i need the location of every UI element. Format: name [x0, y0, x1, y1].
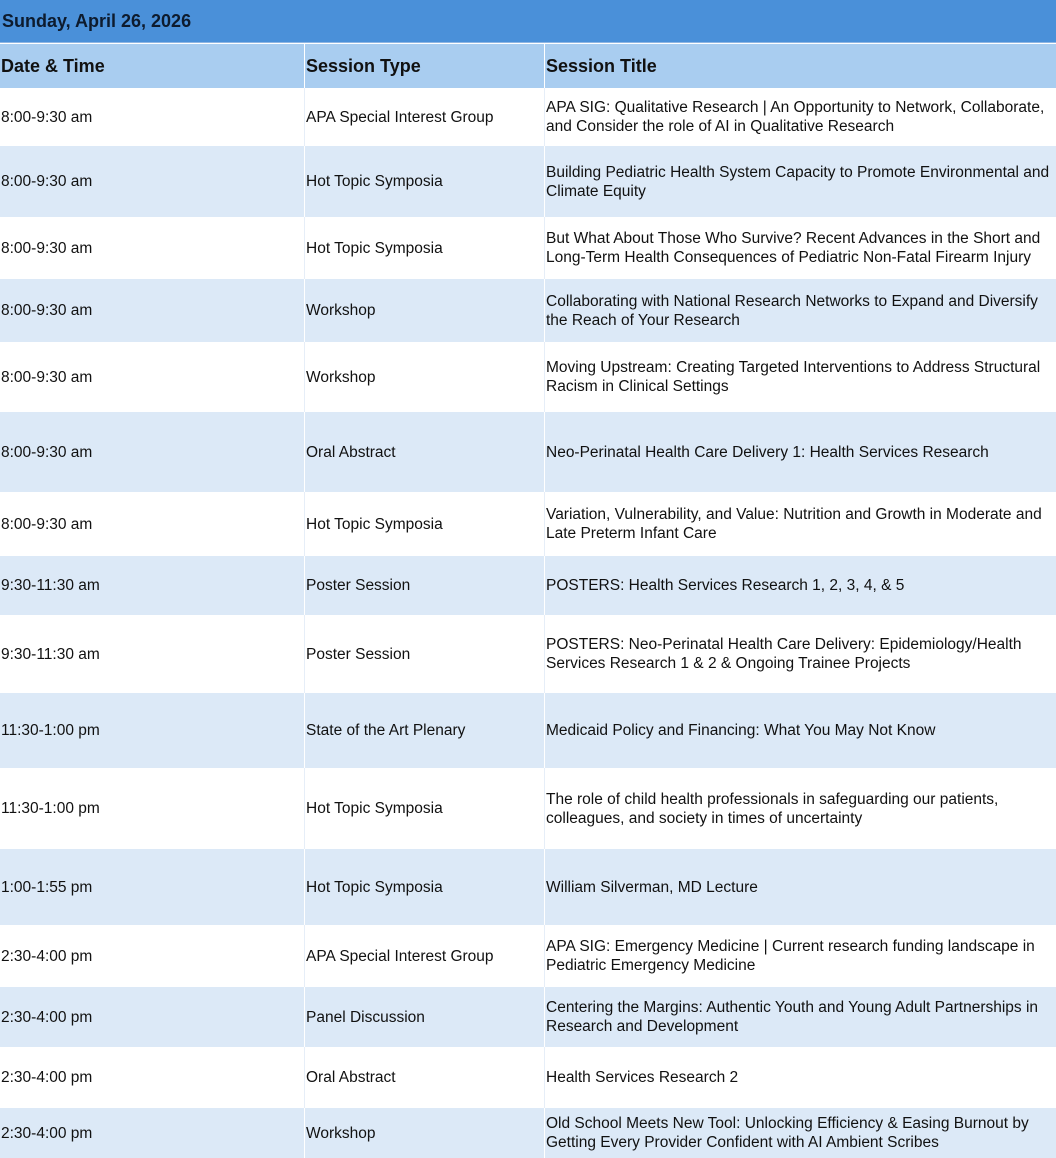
table-row: [0, 88, 1056, 146]
session-type-cell: Workshop: [304, 279, 544, 342]
session-type-cell: Hot Topic Symposia: [304, 768, 544, 849]
table-row: [0, 492, 1056, 556]
date-time-cell: 9:30-11:30 am: [1, 645, 100, 663]
table-row: [0, 615, 1056, 693]
session-type-cell: APA Special Interest Group: [304, 88, 544, 146]
table-row: [0, 217, 1056, 279]
table-row: [0, 768, 1056, 849]
day-title: Sunday, April 26, 2026: [0, 0, 1056, 43]
date-time-cell: 11:30-1:00 pm: [1, 722, 100, 739]
column-header-session-type: Session Type: [304, 44, 544, 88]
session-title-cell: William Silverman, MD Lecture: [544, 849, 1056, 925]
table-row: [0, 987, 1056, 1047]
column-header-date-time: Date & Time: [1, 55, 105, 76]
session-title-cell: The role of child health professionals in safeguarding our patients, colleagues, and society in times of uncertainty: [544, 768, 1056, 849]
table-row: [0, 1047, 1056, 1108]
date-time-cell: 8:00-9:30 am: [1, 368, 93, 386]
session-title-cell: Health Services Research 2: [544, 1047, 1056, 1108]
session-title-cell: Moving Upstream: Creating Targeted Interventions to Address Structural Racism in Clinical Settings: [544, 342, 1056, 412]
table-row: [0, 1108, 1056, 1158]
table-header: [0, 44, 1056, 88]
session-title-cell: POSTERS: Health Services Research 1, 2, 3, 4, & 5: [544, 556, 1056, 615]
table-row: [0, 556, 1056, 615]
session-title-cell: Collaborating with National Research Networks to Expand and Diversify the Reach of Your Research: [544, 279, 1056, 342]
date-time-cell: 8:00-9:30 am: [1, 443, 93, 461]
session-title-cell: But What About Those Who Survive? Recent Advances in the Short and Long-Term Health Consequences of Pediatric Non-Fatal Firearm Injury: [544, 217, 1056, 279]
table-row: [0, 279, 1056, 342]
session-title-cell: APA SIG: Emergency Medicine | Current research funding landscape in Pediatric Emergency Medicine: [544, 925, 1056, 987]
session-type-cell: Hot Topic Symposia: [304, 217, 544, 279]
table-row: [0, 146, 1056, 217]
session-title-cell: POSTERS: Neo-Perinatal Health Care Delivery: Epidemiology/Health Services Research 1 & 2 & Ongoing Trainee Projects: [544, 615, 1056, 693]
date-time-cell: 2:30-4:00 pm: [1, 1124, 93, 1142]
session-title-cell: Building Pediatric Health System Capacity to Promote Environmental and Climate Equity: [544, 146, 1056, 217]
session-title-cell: Neo-Perinatal Health Care Delivery 1: Health Services Research: [544, 412, 1056, 492]
column-header-session-title: Session Title: [544, 44, 1056, 88]
session-title-cell: Centering the Margins: Authentic Youth and Young Adult Partnerships in Research and Development: [544, 987, 1056, 1047]
session-type-cell: Poster Session: [304, 615, 544, 693]
table-row: [0, 849, 1056, 925]
table-row: [0, 412, 1056, 492]
session-title-cell: Variation, Vulnerability, and Value: Nutrition and Growth in Moderate and Late Preterm Infant Care: [544, 492, 1056, 556]
date-time-cell: 2:30-4:00 pm: [1, 947, 93, 965]
table-row: [0, 925, 1056, 987]
session-type-cell: Hot Topic Symposia: [304, 146, 544, 217]
session-type-cell: Oral Abstract: [304, 1047, 544, 1108]
date-time-cell: 9:30-11:30 am: [1, 577, 100, 594]
date-time-cell: 8:00-9:30 am: [1, 173, 93, 190]
date-time-cell: 1:00-1:55 pm: [1, 878, 93, 896]
session-type-cell: APA Special Interest Group: [304, 925, 544, 987]
table-row: [0, 693, 1056, 768]
date-time-cell: 11:30-1:00 pm: [1, 800, 100, 817]
date-time-cell: 8:00-9:30 am: [1, 239, 93, 257]
table-row: [0, 342, 1056, 412]
session-type-cell: Panel Discussion: [304, 987, 544, 1047]
session-type-cell: Workshop: [304, 342, 544, 412]
session-title-cell: Medicaid Policy and Financing: What You May Not Know: [544, 693, 1056, 768]
session-title-cell: APA SIG: Qualitative Research | An Opportunity to Network, Collaborate, and Consider the role of AI in Qualitative Research: [544, 88, 1056, 146]
date-time-cell: 2:30-4:00 pm: [1, 1008, 93, 1026]
session-type-cell: State of the Art Plenary: [304, 693, 544, 768]
session-title-cell: Old School Meets New Tool: Unlocking Efficiency & Easing Burnout by Getting Every Provider Confident with AI Ambient Scribes: [544, 1108, 1056, 1158]
session-type-cell: Oral Abstract: [304, 412, 544, 492]
session-type-cell: Hot Topic Symposia: [304, 849, 544, 925]
date-time-cell: 8:00-9:30 am: [1, 108, 93, 126]
date-time-cell: 8:00-9:30 am: [1, 515, 93, 533]
date-time-cell: 8:00-9:30 am: [1, 302, 93, 319]
session-type-cell: Poster Session: [304, 556, 544, 615]
session-type-cell: Workshop: [304, 1108, 544, 1158]
session-type-cell: Hot Topic Symposia: [304, 492, 544, 556]
date-time-cell: 2:30-4:00 pm: [1, 1069, 93, 1086]
